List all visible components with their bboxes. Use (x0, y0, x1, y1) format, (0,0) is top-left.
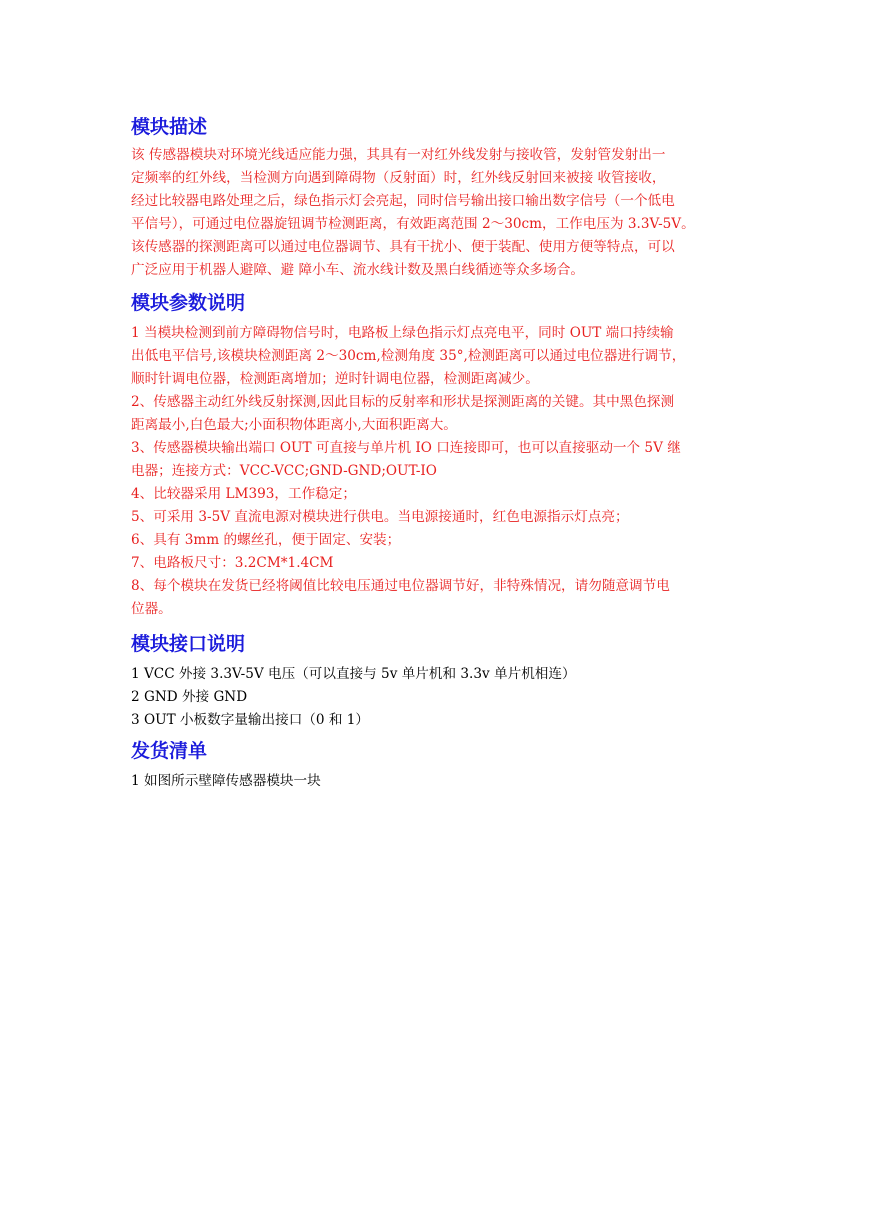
params-line: 1 当模块检测到前方障碍物信号时，电路板上绿色指示灯点亮电平，同时 OUT 端口持续输 (131, 325, 674, 341)
params-line: 距离最小,白色最大;小面积物体距离小,大面积距离大。 (131, 417, 457, 433)
section-title-params: 模块参数说明 (131, 292, 246, 314)
interface-line: 3 OUT 小板数字量输出接口（0 和 1） (131, 712, 370, 728)
params-line: 位器。 (131, 601, 172, 617)
description-line: 平信号），可通过电位器旋钮调节检测距离，有效距离范围 2～30cm，工作电压为 3.3V-5V。 (131, 216, 695, 232)
params-line: 4、比较器采用 LM393，工作稳定； (131, 486, 356, 502)
params-line: 8、每个模块在发货已经将阈值比较电压通过电位器调节好，非特殊情况，请勿随意调节电 (131, 578, 670, 594)
description-line: 该 传感器模块对环境光线适应能力强，其具有一对红外线发射与接收管，发射管发射出一 (131, 147, 666, 163)
params-line: 出低电平信号,该模块检测距离 2～30cm,检测角度 35°,检测距离可以通过电位器进行调节， (131, 348, 686, 364)
document-page (131, 112, 737, 793)
section-title-description: 模块描述 (131, 116, 208, 138)
section-shipping (131, 770, 737, 793)
params-line: 顺时针调电位器，检测距离增加；逆时针调电位器，检测距离减少。 (131, 371, 539, 387)
section-title-shipping: 发货清单 (131, 740, 208, 762)
params-line: 6、具有 3mm 的螺丝孔，便于固定、安装； (131, 532, 401, 548)
section-interface (131, 663, 737, 732)
params-line: 5、可采用 3-5V 直流电源对模块进行供电。当电源接通时，红色电源指示灯点亮； (131, 509, 629, 525)
section-title-interface: 模块接口说明 (131, 633, 246, 655)
shipping-line: 1 如图所示壁障传感器模块一块 (131, 773, 321, 789)
section-description (131, 144, 737, 282)
params-line: 7、电路板尺寸：3.2CM*1.4CM (131, 555, 334, 571)
description-line: 该传感器的探测距离可以通过电位器调节、具有干扰小、便于装配、使用方便等特点，可以 (131, 239, 675, 255)
params-line: 电器；连接方式：VCC-VCC;GND-GND;OUT-IO (131, 463, 437, 479)
description-line: 经过比较器电路处理之后，绿色指示灯会亮起，同时信号输出接口输出数字信号（一个低电 (131, 193, 675, 209)
section-params (131, 322, 737, 621)
description-line: 定频率的红外线，当检测方向遇到障碍物（反射面）时，红外线反射回来被接 收管接收， (131, 170, 666, 186)
interface-line: 2 GND 外接 GND (131, 689, 248, 705)
params-line: 3、传感器模块输出端口 OUT 可直接与单片机 IO 口连接即可，也可以直接驱动一个 5V 继 (131, 440, 681, 456)
description-line: 广泛应用于机器人避障、避 障小车、流水线计数及黑白线循迹等众多场合。 (131, 262, 584, 278)
interface-line: 1 VCC 外接 3.3V-5V 电压（可以直接与 5v 单片机和 3.3v 单片机相连） (131, 666, 576, 682)
params-line: 2、传感器主动红外线反射探测,因此目标的反射率和形状是探测距离的关键。其中黑色探测 (131, 394, 675, 410)
